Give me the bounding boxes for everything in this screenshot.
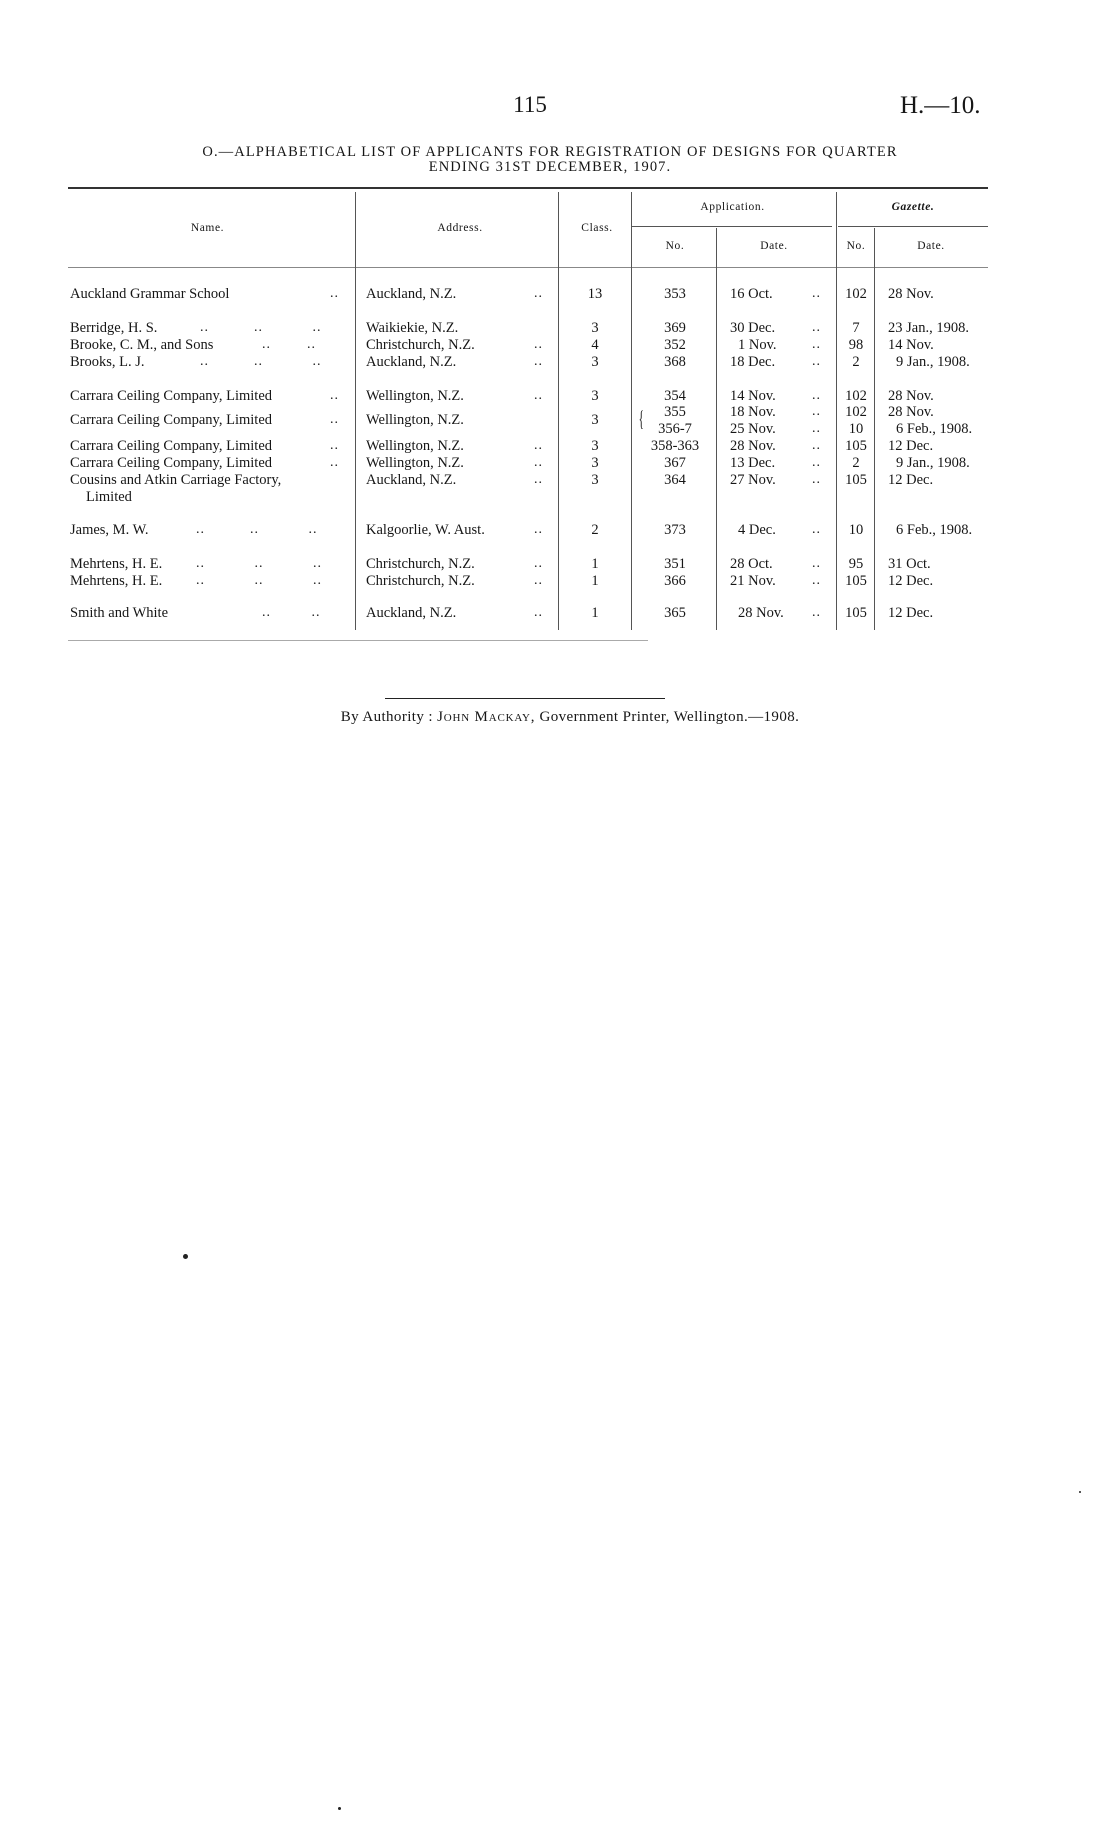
gazette-date-secondary: 6 Feb., 1908. — [896, 421, 973, 437]
application-number: 368 — [664, 354, 686, 370]
gazette-number: 105 — [845, 605, 867, 621]
application-number: 353 — [664, 286, 686, 302]
print-speck — [183, 1254, 188, 1259]
title-line-1: O.—ALPHABETICAL LIST OF APPLICANTS FOR REGISTRATION OF DESIGNS FOR QUARTER — [202, 144, 898, 160]
design-class: 1 — [591, 556, 599, 572]
leader-dots: .. — [330, 412, 339, 427]
design-class: 3 — [591, 412, 599, 428]
applicant-address: Wellington, N.Z. — [366, 412, 464, 428]
gazette-date: 12 Dec. — [888, 573, 934, 589]
leader-dots: .. .. — [262, 605, 321, 620]
gazette-header-rule — [838, 226, 988, 227]
design-class: 13 — [587, 286, 603, 302]
gazette-date: 28 Nov. — [888, 286, 934, 302]
application-number-secondary: 356-7 — [658, 421, 692, 437]
design-class: 1 — [591, 605, 599, 621]
application-number: 365 — [664, 605, 686, 621]
application-date: 14 Nov. — [730, 388, 776, 404]
application-number: 352 — [664, 337, 686, 353]
imprint-prefix: By Authority : — [340, 709, 433, 725]
leader-dots: .. .. .. — [200, 354, 322, 369]
applicant-address: Wellington, N.Z. — [366, 438, 464, 454]
gazette-number: 102 — [845, 404, 867, 420]
table-top-rule — [68, 187, 988, 189]
leader-dots: .. — [534, 438, 543, 453]
application-date: 27 Nov. — [730, 472, 776, 488]
leader-dots: .. — [534, 286, 543, 301]
leader-dots: .. .. .. — [196, 522, 318, 537]
column-header-gaz-date: Date. — [917, 240, 945, 252]
leader-dots: .. — [534, 573, 543, 588]
gazette-number: 2 — [852, 354, 860, 370]
applicant-address: Waikiekie, N.Z. — [366, 320, 459, 336]
applicant-name: Carrara Ceiling Company, Limited — [70, 388, 273, 404]
application-number: 351 — [664, 556, 686, 572]
applicant-name: Mehrtens, H. E. — [70, 573, 163, 589]
leader-dots: .. — [812, 337, 821, 352]
applicant-address: Auckland, N.Z. — [366, 605, 457, 621]
application-date: 28 Nov. — [730, 438, 776, 454]
application-header-rule — [632, 226, 832, 227]
leader-dots: .. — [812, 522, 821, 537]
applicant-name: James, M. W. — [70, 522, 149, 538]
applicant-address: Christchurch, N.Z. — [366, 573, 475, 589]
leader-dots: .. .. .. — [200, 320, 322, 335]
leader-dots: .. — [330, 388, 339, 403]
applicant-name: Carrara Ceiling Company, Limited — [70, 412, 273, 428]
design-class: 3 — [591, 320, 599, 336]
design-class: 2 — [591, 522, 599, 538]
gazette-date: 9 Jan., 1908. — [896, 455, 970, 471]
leader-dots: .. — [812, 404, 821, 419]
leader-dots: .. — [534, 337, 543, 352]
design-class: 3 — [591, 388, 599, 404]
design-class: 3 — [591, 438, 599, 454]
brace-symbol: { — [638, 406, 644, 431]
leader-dots: .. — [534, 556, 543, 571]
column-header-app-no: No. — [665, 240, 685, 252]
page-reference: H.—10. — [900, 92, 981, 119]
application-date: 18 Dec. — [730, 354, 776, 370]
divider-address-class — [558, 192, 559, 630]
applicant-address: Auckland, N.Z. — [366, 472, 457, 488]
applicant-address: Christchurch, N.Z. — [366, 337, 475, 353]
column-header-address: Address. — [437, 222, 483, 234]
leader-dots: .. .. .. — [196, 573, 322, 588]
leader-dots: .. — [330, 438, 339, 453]
leader-dots: .. — [534, 455, 543, 470]
gazette-number: 10 — [848, 522, 864, 538]
leader-dots: .. — [330, 286, 339, 301]
applicant-name: Brooks, L. J. — [70, 354, 145, 370]
applicant-address: Auckland, N.Z. — [366, 354, 457, 370]
application-number: 369 — [664, 320, 686, 336]
applicant-name: Smith and White — [70, 605, 169, 621]
applicant-name: Carrara Ceiling Company, Limited — [70, 438, 273, 454]
page-number: 115 — [513, 92, 547, 117]
application-date: 18 Nov. — [730, 404, 776, 420]
imprint-suffix: Government Printer, Wellington.—1908. — [539, 709, 800, 725]
leader-dots: .. — [812, 455, 821, 470]
gazette-number: 105 — [845, 573, 867, 589]
gazette-number: 102 — [845, 286, 867, 302]
application-date: 13 Dec. — [730, 455, 776, 471]
application-number: 366 — [664, 573, 686, 589]
applicant-address: Wellington, N.Z. — [366, 388, 464, 404]
column-header-application: Application. — [700, 201, 765, 213]
gazette-date: 12 Dec. — [888, 472, 934, 488]
divider-class-application — [631, 192, 632, 630]
design-class: 3 — [591, 354, 599, 370]
applicant-name: Berridge, H. S. — [70, 320, 158, 336]
application-number: 355 — [664, 404, 686, 420]
applicant-name: Brooke, C. M., and Sons — [70, 337, 214, 353]
column-header-name: Name. — [190, 222, 225, 234]
design-class: 3 — [591, 472, 599, 488]
applicant-address: Kalgoorlie, W. Aust. — [366, 522, 485, 538]
gazette-number-secondary: 10 — [848, 421, 864, 437]
divider-appno-appdate — [716, 228, 717, 630]
application-date-secondary: 25 Nov. — [730, 421, 776, 437]
gazette-date: 28 Nov. — [888, 404, 934, 420]
applicant-name: Auckland Grammar School — [70, 286, 230, 302]
gazette-number: 105 — [845, 438, 867, 454]
printer-name: John Mackay, — [437, 709, 536, 725]
application-date: 1 Nov. — [738, 337, 777, 353]
title-line-2: ENDING 31ST DECEMBER, 1907. — [428, 159, 672, 175]
leader-dots: .. — [812, 286, 821, 301]
gazette-date: 28 Nov. — [888, 388, 934, 404]
print-speck — [1079, 1491, 1081, 1493]
application-date: 28 Oct. — [730, 556, 773, 572]
leader-dots: .. — [534, 522, 543, 537]
leader-dots: .. — [812, 421, 821, 436]
page-title — [60, 145, 1040, 175]
applicant-name-continued: Limited — [86, 489, 132, 505]
divider-name-address — [355, 192, 356, 630]
design-class: 4 — [591, 337, 599, 353]
divider-gazno-gazdate — [874, 228, 875, 630]
leader-dots: .. — [812, 438, 821, 453]
gazette-number: 102 — [845, 388, 867, 404]
applicant-name: Cousins and Atkin Carriage Factory, — [70, 472, 282, 488]
applicant-address: Wellington, N.Z. — [366, 455, 464, 471]
design-class: 3 — [591, 455, 599, 471]
header-bottom-rule — [68, 267, 988, 268]
application-date: 30 Dec. — [730, 320, 776, 336]
gazette-date: 9 Jan., 1908. — [896, 354, 970, 370]
divider-application-gazette — [836, 192, 837, 630]
leader-dots: .. — [534, 388, 543, 403]
leader-dots: .. — [534, 354, 543, 369]
column-header-gazette: Gazette. — [891, 201, 935, 213]
gazette-number: 2 — [852, 455, 860, 471]
leader-dots: .. — [812, 573, 821, 588]
leader-dots: .. — [330, 455, 339, 470]
footer-rule — [385, 698, 665, 699]
design-class: 1 — [591, 573, 599, 589]
gazette-number: 7 — [852, 320, 860, 336]
applicant-address: Christchurch, N.Z. — [366, 556, 475, 572]
application-number: 364 — [664, 472, 686, 488]
application-date: 28 Nov. — [738, 605, 784, 621]
leader-dots: .. — [812, 605, 821, 620]
leader-dots: .. — [812, 354, 821, 369]
applicant-name: Carrara Ceiling Company, Limited — [70, 455, 273, 471]
leader-dots: .. — [534, 605, 543, 620]
gazette-date: 23 Jan., 1908. — [888, 320, 969, 336]
application-number: 358-363 — [650, 438, 700, 454]
application-date: 21 Nov. — [730, 573, 776, 589]
column-header-gaz-no: No. — [846, 240, 866, 252]
leader-dots: .. — [812, 388, 821, 403]
table-bottom-rule — [68, 640, 648, 641]
print-speck — [338, 1807, 341, 1810]
leader-dots: .. — [812, 472, 821, 487]
gazette-date: 14 Nov. — [888, 337, 934, 353]
leader-dots: .. — [534, 472, 543, 487]
column-header-class: Class. — [581, 222, 613, 234]
gazette-date: 6 Feb., 1908. — [896, 522, 973, 538]
leader-dots: .. — [812, 320, 821, 335]
application-date: 4 Dec. — [738, 522, 776, 538]
gazette-date: 31 Oct. — [888, 556, 931, 572]
gazette-number: 98 — [848, 337, 864, 353]
leader-dots: .. .. .. — [196, 556, 322, 571]
applicant-name: Mehrtens, H. E. — [70, 556, 163, 572]
leader-dots: .. — [812, 556, 821, 571]
gazette-date: 12 Dec. — [888, 605, 934, 621]
leader-dots: .. .. — [262, 337, 316, 352]
imprint — [160, 709, 980, 726]
applicant-address: Auckland, N.Z. — [366, 286, 457, 302]
application-number: 354 — [664, 388, 686, 404]
application-date: 16 Oct. — [730, 286, 773, 302]
gazette-number: 95 — [848, 556, 864, 572]
column-header-app-date: Date. — [760, 240, 788, 252]
gazette-date: 12 Dec. — [888, 438, 934, 454]
gazette-number: 105 — [845, 472, 867, 488]
application-number: 373 — [664, 522, 686, 538]
application-number: 367 — [664, 455, 686, 471]
